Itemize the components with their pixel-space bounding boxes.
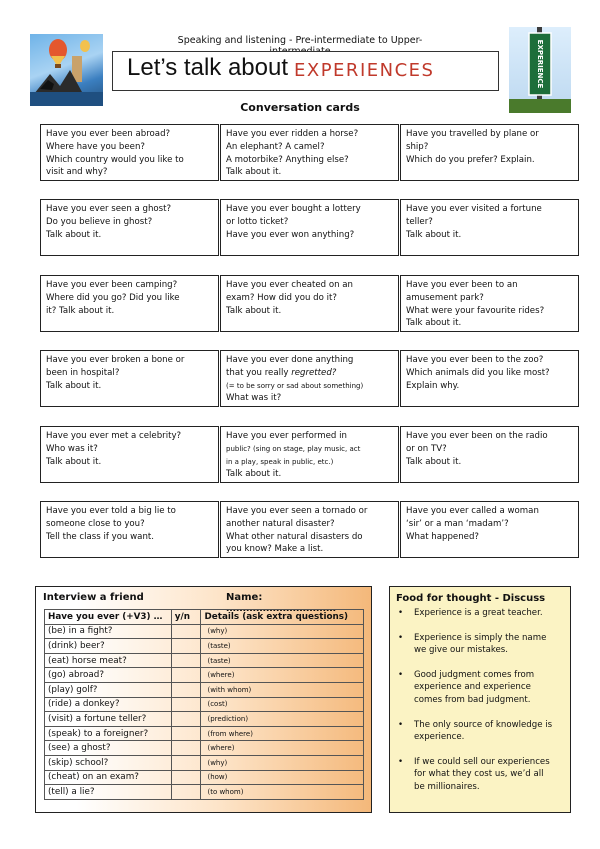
details-cell[interactable]: (to whom) (201, 785, 364, 800)
food-line: Good judgment comes from (414, 669, 535, 680)
food-title: Food for thought - Discuss (396, 593, 546, 604)
question-cell: (play) golf? (45, 682, 172, 697)
interview-table (44, 609, 364, 800)
card-line: A motorbike? Anything else? (226, 154, 349, 165)
card-line: Have you ever been to the zoo? (406, 355, 544, 365)
yn-cell[interactable] (171, 682, 201, 697)
sign-text: EXPERIENCE (536, 39, 544, 89)
details-cell[interactable]: (with whom) (201, 682, 364, 697)
bullet-icon: • (398, 608, 404, 618)
card-line: or lotto ticket? (226, 216, 289, 227)
food-line: for what they cost us, we’d all (414, 769, 544, 780)
details-cell[interactable]: (from where) (201, 726, 364, 741)
card-line: Where have you been? (46, 141, 145, 152)
card-line: What happened? (406, 531, 479, 542)
yn-cell[interactable] (171, 639, 201, 654)
yn-cell[interactable] (171, 653, 201, 668)
question-cell: (ride) a donkey? (45, 697, 172, 712)
card-line: Talk about it. (226, 167, 282, 178)
card-line: Have you ever bought a lottery (226, 204, 361, 214)
card-line: Have you ever been abroad? (46, 129, 171, 139)
page-title: Let’s talk about (127, 54, 289, 81)
interview-title: Interview a friend (43, 592, 144, 603)
interview-panel (35, 586, 372, 813)
details-cell[interactable]: (why) (201, 755, 364, 770)
card-line: Have you ever done anything (226, 355, 354, 365)
yn-cell[interactable] (171, 712, 201, 727)
food-line: The only source of knowledge is (414, 719, 553, 730)
details-cell[interactable]: (why) (201, 624, 364, 639)
card-line: Explain why. (406, 380, 460, 391)
conversation-card (40, 501, 219, 558)
card-line: Have you ever been to an (406, 280, 518, 290)
table-row (45, 726, 364, 741)
question-cell: (drink) beer? (45, 639, 172, 654)
card-line: Talk about it. (226, 305, 282, 316)
card-line: it? Talk about it. (46, 305, 115, 316)
bullet-icon: • (398, 719, 404, 730)
yn-cell[interactable] (171, 755, 201, 770)
table-row (45, 785, 364, 800)
card-line: been in hospital? (46, 367, 120, 378)
card-line: (= to be sorry or sad about something) (226, 381, 364, 390)
subtitle: Speaking and listening - Pre-intermediate to Upper- (177, 35, 423, 46)
card-line: What was it? (226, 393, 282, 404)
details-cell[interactable]: (where) (201, 668, 364, 683)
food-line: experience. (414, 732, 465, 743)
card-line: Talk about it. (406, 456, 462, 467)
food-line: we give our mistakes. (414, 645, 509, 656)
card-line: Have you ever broken a bone or (46, 355, 185, 365)
conversation-card (220, 199, 399, 256)
yn-cell[interactable] (171, 741, 201, 756)
table-row (45, 639, 364, 654)
card-line: Tell the class if you want. (46, 531, 154, 542)
conversation-card (220, 124, 399, 181)
card-line: Do you believe in ghost? (46, 216, 153, 227)
question-cell: (see) a ghost? (45, 741, 172, 756)
table-row (45, 653, 364, 668)
card-line: Where did you go? Did you like (46, 292, 180, 303)
question-cell: (go) abroad? (45, 668, 172, 683)
food-line: Experience is simply the name (414, 632, 547, 643)
food-line: If we could sell our experiences (414, 756, 550, 767)
food-line: experience and experience (414, 682, 531, 693)
details-cell[interactable]: (taste) (201, 639, 364, 654)
col-yn-header: y/n (171, 610, 201, 625)
question-cell: (cheat) on an exam? (45, 770, 172, 785)
conversation-card (40, 199, 219, 256)
food-item (396, 632, 564, 657)
conversation-card (400, 199, 579, 256)
table-row (45, 682, 364, 697)
conversation-card (400, 275, 579, 332)
card-line: Talk about it. (46, 456, 102, 467)
col-details-header: Details (ask extra questions) (201, 610, 364, 625)
card-line: amusement park? (406, 292, 484, 303)
details-cell[interactable]: (where) (201, 741, 364, 756)
question-cell: (eat) horse meat? (45, 653, 172, 668)
yn-cell[interactable] (171, 726, 201, 741)
table-row (45, 712, 364, 727)
card-line: What were your favourite rides? (406, 305, 545, 316)
card-line: Which do you prefer? Explain. (406, 154, 535, 165)
question-cell: (be) in a fight? (45, 624, 172, 639)
card-line: ship? (406, 141, 429, 152)
card-line: Talk about it. (406, 229, 462, 240)
yn-cell[interactable] (171, 624, 201, 639)
question-cell: (tell) a lie? (45, 785, 172, 800)
card-line: another natural disaster? (226, 518, 335, 529)
table-row (45, 755, 364, 770)
card-line: teller? (406, 216, 433, 227)
table-row (45, 624, 364, 639)
details-cell[interactable]: (cost) (201, 697, 364, 712)
bullet-icon: • (398, 756, 404, 767)
title-box (112, 51, 499, 91)
col-question-header: Have you ever (+V3) … (45, 610, 172, 625)
card-line: Have you ever been on the radio (406, 431, 548, 441)
card-line: Have you ever performed in (226, 431, 347, 441)
card-line: visit and why? (46, 167, 108, 178)
name-field: Name: …………………………… (226, 592, 336, 614)
food-list (396, 607, 564, 806)
card-line: Talk about it. (226, 469, 282, 480)
question-cell: (visit) a fortune teller? (45, 712, 172, 727)
yn-cell[interactable] (171, 785, 201, 800)
card-line: that you really regretted? (226, 367, 337, 378)
table-row (45, 741, 364, 756)
card-line: Which animals did you like most? (406, 367, 550, 378)
details-cell[interactable]: (prediction) (201, 712, 364, 727)
card-line: Which country would you like to (46, 154, 184, 165)
yn-cell[interactable] (171, 770, 201, 785)
conversation-card (400, 124, 579, 181)
card-line: Talk about it. (406, 318, 462, 329)
card-line: Have you travelled by plane or (406, 129, 539, 139)
card-line: Have you ever told a big lie to (46, 506, 176, 516)
food-item (396, 719, 564, 744)
conversation-card (40, 350, 219, 407)
conversation-card (220, 350, 399, 407)
card-line: in a play, speak in public, etc.) (226, 457, 334, 466)
page-title-accent: EXPERIENCES (294, 60, 435, 81)
table-row (45, 770, 364, 785)
table-row (45, 668, 364, 683)
card-line: someone close to you? (46, 518, 145, 529)
yn-cell[interactable] (171, 697, 201, 712)
card-line: you know? Make a list. (226, 544, 324, 555)
card-line: Have you ever visited a fortune (406, 204, 542, 214)
food-item (396, 669, 564, 707)
conversation-card (400, 501, 579, 558)
conversation-card (220, 426, 399, 483)
conversation-card (40, 275, 219, 332)
card-line: What other natural disasters do (226, 531, 363, 542)
food-for-thought-panel (389, 586, 571, 813)
question-cell: (skip) school? (45, 755, 172, 770)
card-line: Have you ever met a celebrity? (46, 431, 182, 441)
section-title: Conversation cards (240, 101, 360, 114)
details-cell[interactable]: (taste) (201, 653, 364, 668)
card-line: public? (sing on stage, play music, act (226, 444, 361, 453)
card-line: Have you ever seen a ghost? (46, 204, 172, 214)
card-line: Have you ever seen a tornado or (226, 506, 368, 516)
card-line: Who was it? (46, 443, 98, 454)
conversation-card (40, 426, 219, 483)
card-line: Have you ever called a woman (406, 506, 539, 516)
card-line: Have you ever ridden a horse? (226, 129, 359, 139)
conversation-card (400, 426, 579, 483)
question-cell: (speak) to a foreigner? (45, 726, 172, 741)
collage-image (30, 34, 103, 106)
card-line: An elephant? A camel? (226, 141, 325, 152)
card-line: Talk about it. (46, 229, 102, 240)
card-line: Have you ever won anything? (226, 229, 355, 240)
card-line: Have you ever been camping? (46, 280, 178, 290)
table-row (45, 697, 364, 712)
card-line: exam? How did you do it? (226, 292, 337, 303)
conversation-card (400, 350, 579, 407)
yn-cell[interactable] (171, 668, 201, 683)
food-line: be millionaires. (414, 781, 480, 792)
table-header-row (45, 610, 364, 625)
card-line: Have you ever cheated on an (226, 280, 353, 290)
bullet-icon: • (398, 632, 404, 643)
bullet-icon: • (398, 669, 404, 680)
details-cell[interactable]: (how) (201, 770, 364, 785)
food-item (396, 756, 564, 794)
food-line: Experience is a great teacher. (414, 608, 543, 618)
food-item (396, 607, 564, 620)
card-line: or on TV? (406, 443, 447, 454)
conversation-card (220, 275, 399, 332)
card-line: ‘sir’ or a man ‘madam’? (406, 518, 509, 529)
conversation-card (40, 124, 219, 181)
conversation-card (220, 501, 399, 558)
card-line: Talk about it. (46, 380, 102, 391)
food-line: comes from bad judgment. (414, 694, 531, 705)
